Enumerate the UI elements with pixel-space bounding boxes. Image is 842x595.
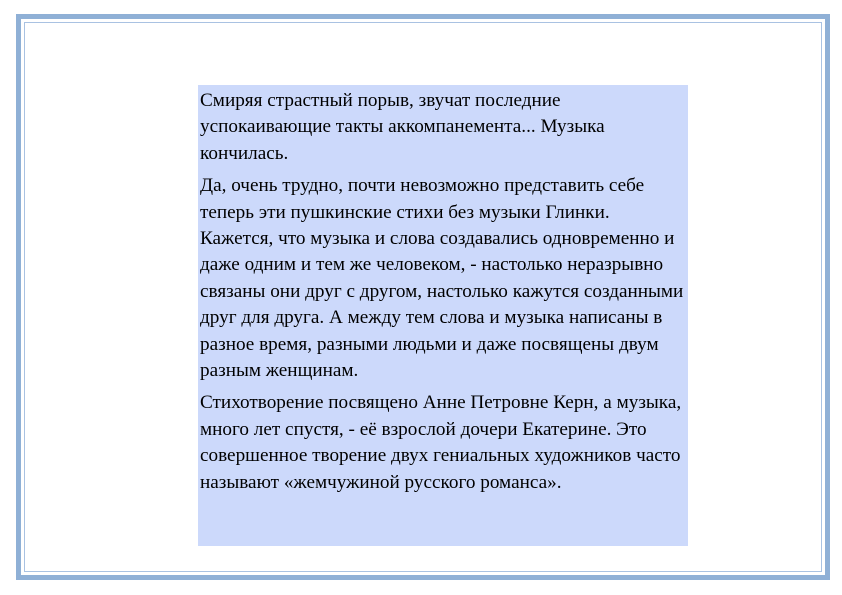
paragraph-3: Стихотворение посвящено Анне Петровне Керн, а музыка, много лет спустя, - её взрослой дочери Екатерине. Это совершенное творение двух гениальных художников часто называют «жемчужиной русского романса». xyxy=(200,392,682,493)
paragraph-1: Смиряя страстный порыв, звучат последние успокаивающие такты аккомпанемента... Музыка кончилась. xyxy=(200,90,605,164)
paragraph-2: Да, очень трудно, почти невозможно представить себе теперь эти пушкинские стихи без музыки Глинки. Кажется, что музыка и слова создавались одновременно и даже одним и тем же человеком, - настолько неразрывно связаны они друг с другом, настолько кажутся созданными друг для друга. А между тем слова и музыка написаны в разное время, разными людьми и даже посвящены двум разным женщинам. xyxy=(200,175,684,382)
text-block xyxy=(198,85,688,546)
